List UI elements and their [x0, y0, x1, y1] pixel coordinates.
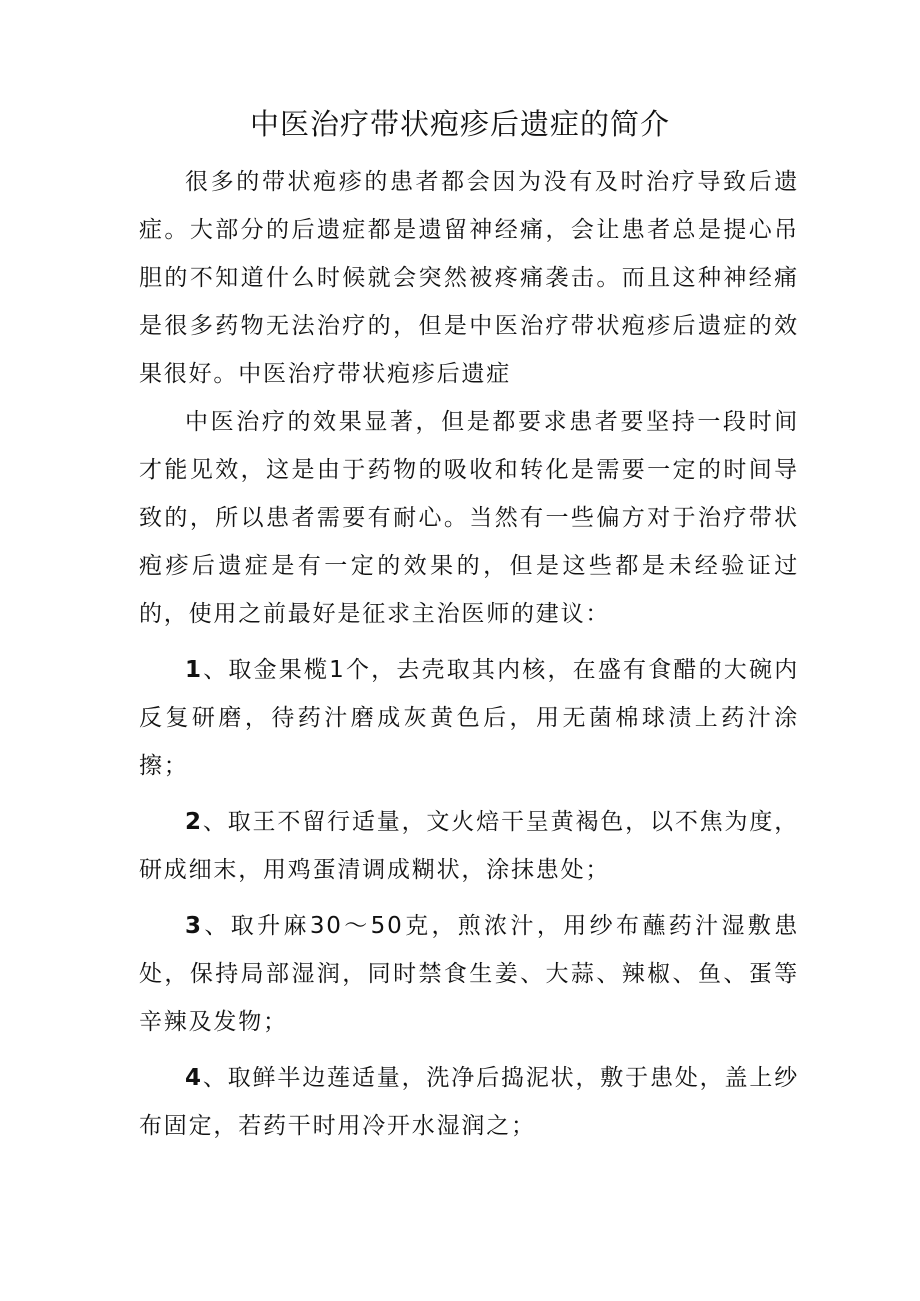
- remedy-item-4: [139, 1054, 799, 1150]
- remedy-number: 4: [185, 1065, 203, 1091]
- remedy-text: 、取金果榄1个，去壳取其内核，在盛有食醋的大碗内反复研磨，待药汁磨成灰黄色后，用无菌棉球渍上药汁涂擦；: [139, 657, 799, 779]
- remedy-item-3: [139, 902, 799, 1046]
- remedy-number: 2: [185, 809, 203, 835]
- remedy-number: 1: [185, 657, 203, 683]
- remedy-number: 3: [185, 913, 203, 939]
- remedy-text: 、取鲜半边莲适量，洗净后捣泥状，敷于患处，盖上纱布固定，若药干时用冷开水湿润之；: [139, 1065, 799, 1139]
- document-body: [139, 158, 799, 1150]
- remedy-item-2: [139, 798, 799, 894]
- remedy-text: 、取王不留行适量，文火焙干呈黄褐色，以不焦为度，研成细末，用鸡蛋清调成糊状，涂抹患处；: [139, 809, 799, 883]
- paragraph-intro: 很多的带状疱疹的患者都会因为没有及时治疗导致后遗症。大部分的后遗症都是遗留神经痛，会让患者总是提心吊胆的不知道什么时候就会突然被疼痛袭击。而且这种神经痛是很多药物无法治疗的，但是中医治疗带状疱疹后遗症的效果很好。中医治疗带状疱疹后遗症: [139, 169, 799, 387]
- document-title: 中医治疗带状疱疹后遗症的简介: [249, 107, 670, 141]
- remedy-text: 、取升麻30～50克，煎浓汁，用纱布蘸药汁湿敷患处，保持局部湿润，同时禁食生姜、大蒜、辣椒、鱼、蛋等辛辣及发物；: [139, 913, 799, 1035]
- remedy-item-1: [139, 646, 799, 790]
- paragraph-treatment-effect: 中医治疗的效果显著，但是都要求患者要坚持一段时间才能见效，这是由于药物的吸收和转化是需要一定的时间导致的，所以患者需要有耐心。当然有一些偏方对于治疗带状疱疹后遗症是有一定的效果的，但是这些都是未经验证过的，使用之前最好是征求主治医师的建议：: [139, 409, 799, 627]
